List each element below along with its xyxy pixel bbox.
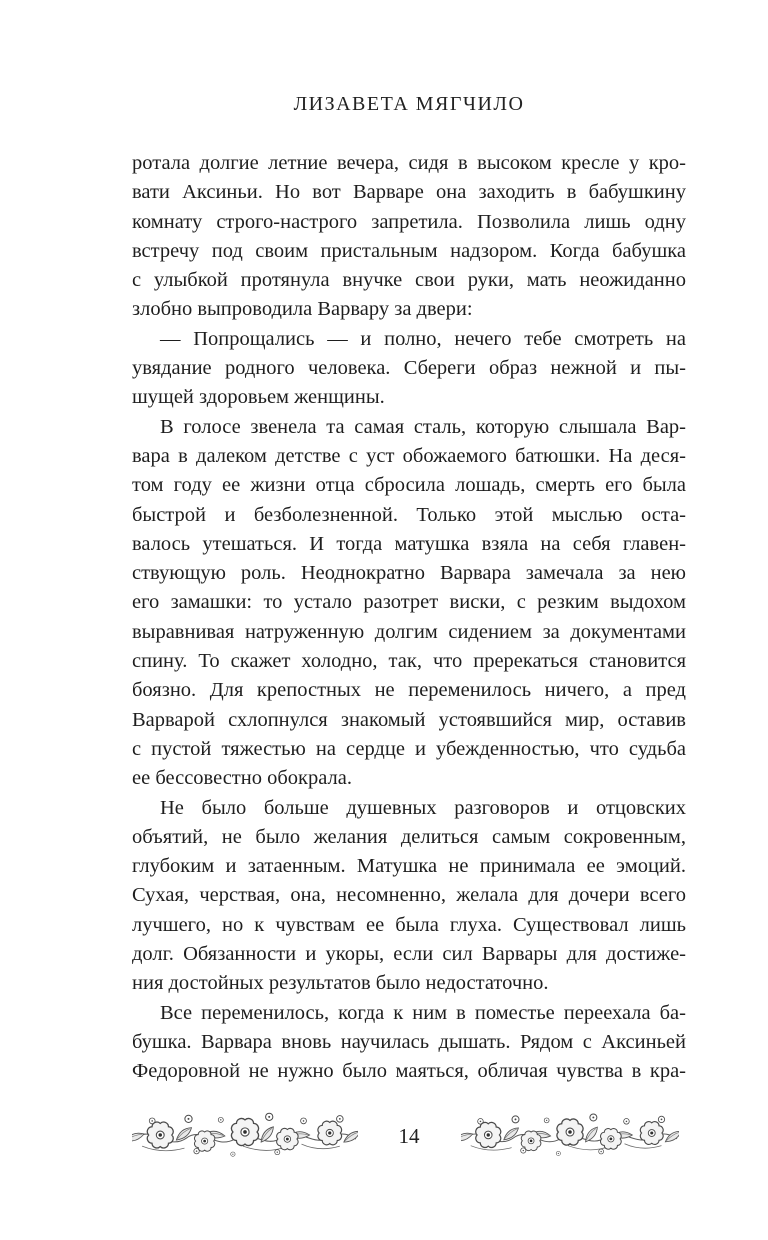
text-line: спину. То скажет холодно, так, что пререкаться становится [132,650,686,673]
text-line: валось утешаться. И тогда матушка взяла на себя главен- [132,532,686,555]
text-line: комнату строго-настрого запретила. Позволила лишь одну [132,210,686,233]
page-number: 14 [398,1124,420,1148]
text-line: Не было больше душевных разговоров и отцовских [160,796,686,819]
text-line: встречу под своим пристальным надзором. Когда бабушка [132,239,686,262]
text-line: его замашки: то устало разотрет виски, с резким выдохом [132,591,686,614]
text-line: Варварой схлопнулся знакомый устоявшийся мир, оставив [132,708,686,731]
text-line: ее бессовестно обокрала. [132,767,352,790]
text-line: ротала долгие летние вечера, сидя в высоком кресле у кро- [132,152,686,174]
text-line: В голосе звенела та самая сталь, которую слышала Вар- [160,415,686,438]
text-line: быстрой и безболезненной. Только этой мыслью оста- [132,503,686,526]
body-text [132,149,686,1087]
text-line: ствующую роль. Неоднократно Варвара замечала за нею [132,562,686,585]
text-line: боязно. Для крепостных не переменилось ничего, а пред [132,679,686,702]
text-line: том году ее жизни отца сбросила лошадь, смерть его была [132,474,686,497]
text-line: с пустой тяжестью на сердце и убежденностью, что судьба [132,737,686,760]
text-line: — Попрощались — и полно, нечего тебе смотреть на [160,327,686,350]
text-line: увядание родного человека. Сбереги образ нежной и пы- [132,357,686,380]
text-line: долг. Обязанности и укоры, если сил Варвары для достиже- [132,943,686,966]
text-line: Сухая, черствая, она, несомненно, желала для дочери всего [132,884,686,907]
text-line: глубоким и затаенным. Матушка не принимала ее эмоций. [132,855,686,878]
running-head-author: ЛИЗАВЕТА МЯГЧИЛО [293,93,525,115]
text-line: объятий, не было желания делиться самым сокровенным, [132,825,686,848]
text-line: с улыбкой протянула внучке свои руки, мать неожиданно [132,269,686,292]
text-line: вара в далеком детстве с уст обожаемого батюшки. На деся- [132,444,686,467]
floral-garland-icon [461,1106,679,1162]
text-line: выравнивая натруженную долгим сидением за документами [132,620,686,643]
text-line: шущей здоровьем женщины. [132,386,385,409]
text-line: вати Аксиньи. Но вот Варваре она заходить в бабушкину [132,181,686,204]
text-line: бушка. Варвара вновь научилась дышать. Рядом с Аксиньей [132,1030,686,1053]
text-line: Федоровной не нужно было маяться, обличая чувства в кра- [132,1060,686,1083]
text-line: ния достойных результатов было недостаточно. [132,972,549,995]
text-line: злобно выпроводила Варвару за двери: [132,298,473,321]
text-line: лучшего, но к чувствам ее была глуха. Существовал лишь [132,913,686,936]
text-line: Все переменилось, когда к ним в поместье переехала ба- [160,1001,686,1024]
